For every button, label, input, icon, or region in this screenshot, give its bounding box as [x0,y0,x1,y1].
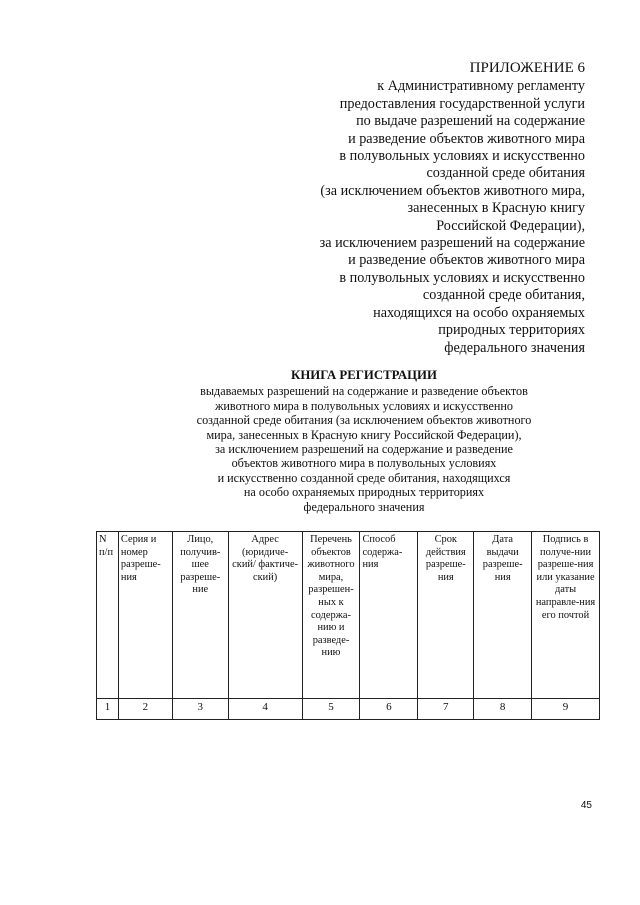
appendix-line: находящихся на особо охраняемых [373,304,585,321]
header-cell-issue-date: Дата выдачи разреше-ния [474,532,532,699]
header-cell-address: Адрес (юридиче-ский/ фактиче-ский) [228,532,302,699]
appendix-line: и разведение объектов животного мира [348,130,585,147]
header-cell-validity: Срок действия разреше-ния [418,532,474,699]
header-cell-signature: Подпись в получе-нии разреше-ния или указание даты направле-ния его почтой [532,532,600,699]
header-cell-holder: Лицо, получив-шее разреше-ние [172,532,228,699]
appendix-line: природных территориях [438,322,585,339]
book-subtitle-line: на особо охраняемых природных территориях [243,485,485,500]
appendix-line: и разведение объектов животного мира [348,252,585,269]
appendix-line: федерального значения [444,339,585,356]
book-title: КНИГА РЕГИСТРАЦИИ [291,368,437,382]
header-cell-method: Способ содержа-ния [360,532,418,699]
appendix-line: созданной среде обитания, [422,287,585,304]
column-number-cell: 3 [172,699,228,720]
appendix-title: ПРИЛОЖЕНИЕ 6 [469,60,585,76]
column-number-cell: 1 [97,699,119,720]
appendix-line: в полувольных условиях и искусственно [339,148,585,165]
book-subtitle [88,384,640,514]
appendix-line: занесенных в Красную книгу [407,200,585,217]
column-number-cell: 8 [474,699,532,720]
book-subtitle-line: федерального значения [303,499,425,514]
column-number-cell: 9 [532,699,600,720]
registration-table [96,531,600,720]
column-number-cell: 4 [228,699,302,720]
column-number-cell: 6 [360,699,418,720]
appendix-header [320,60,585,357]
column-number-cell: 2 [118,699,172,720]
registration-book-heading [0,368,640,514]
appendix-line: в полувольных условиях и искусственно [339,269,585,286]
book-subtitle-line: объектов животного мира в полувольных условиях [231,456,497,471]
appendix-line: предоставления государственной услуги [339,95,585,112]
appendix-line: по выдаче разрешений на содержание [356,113,585,130]
column-number-cell: 5 [302,699,360,720]
column-number-cell: 7 [418,699,474,720]
book-subtitle-line: созданной среде обитания (за исключением объектов животного [196,413,532,428]
book-subtitle-line: за исключением разрешений на содержание и разведение [215,442,513,457]
book-subtitle-line: и искусственно созданной среде обитания, находящихся [217,470,511,485]
appendix-line: созданной среде обитания [426,165,585,182]
appendix-line: (за исключением объектов животного мира, [320,182,585,199]
book-subtitle-line: выдаваемых разрешений на содержание и разведение объектов [200,384,528,399]
header-cell-number: N п/п [97,532,119,699]
appendix-line: Российской Федерации), [436,217,585,234]
book-subtitle-line: мира, занесенных в Красную книгу Российской Федерации), [206,427,522,442]
appendix-line: за исключением разрешений на содержание [319,235,585,252]
header-cell-objects: Перечень объектов животного мира, разрешен-ных к содержа-нию и разведе-нию [302,532,360,699]
book-subtitle-line: животного мира в полувольных условиях и искусственно [214,398,514,413]
header-cell-series: Серия и номер разреше-ния [118,532,172,699]
table-header-row [97,532,600,699]
page-number: 45 [580,800,592,811]
appendix-line: к Административному регламенту [377,78,585,95]
table-number-row [97,699,600,720]
